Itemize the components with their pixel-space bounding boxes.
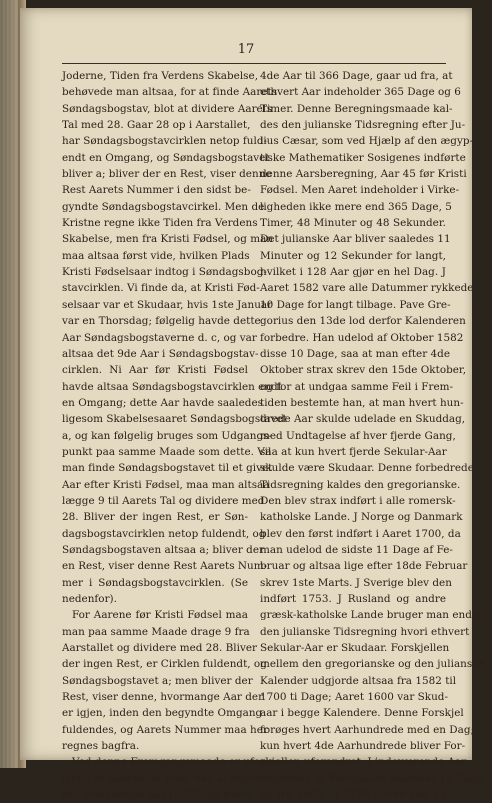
text-line: Aar Søndagsbogstaverne d. c, og var [62,331,257,344]
book-page [20,8,487,802]
text-line: regnes bagfra. [62,740,140,753]
text-line: katholske Lande. J Norge og Danmark [260,511,463,524]
text-line: kun hvert 4de Aarhundrede bliver For- [260,740,466,753]
text-line: ligesom Skabelsesaaret Søndagsbogstavet [62,413,287,426]
text-line: dagsbogstavcirklen netop fuldendt, og [62,527,266,540]
text-line: Det julianske Aar bliver saaledes 11 [260,233,451,246]
text-line: Minuter og 12 Sekunder for langt, [260,249,446,262]
text-line: bruar og altsaa lige efter 18de Februar [260,560,468,573]
text-line: Skabelse, men fra Kristi Fødsel, og man [62,233,274,246]
text-line: og for at undgaa samme Feil i Frem- [260,380,454,393]
text-line: det almindelige Aar til 365 og hvert [62,789,252,802]
text-line: med Undtagelse af hver fjerde Gang, [260,429,456,442]
text-line: havde altsaa Søndagsbogstavcirklen endt [62,380,282,393]
text-line: 28. Bliver der ingen Rest, er Søn- [62,511,248,524]
text-line: Søndagsbogstavet a; men bliver der [62,674,253,687]
text-line: Kalender udgjorde altsaa fra 1582 til [260,674,457,687]
text-line: lægge 9 til Aarets Tal og dividere med [62,494,265,507]
text-line: des den julianske Tidsregning efter Ju- [260,119,466,132]
text-line: tiden bestemte han, at man hvert hun- [260,396,464,409]
text-line: fuldendes, og Aarets Nummer maa her [62,723,268,736]
text-line: Oktober strax skrev den 15de Oktober, [260,364,467,377]
text-line: blev den først indført i Aaret 1700, da [260,527,461,540]
text-line: skjellen uforandret. J indeværende Aar- [260,756,470,769]
text-line: Rest, viser denne, hvormange Aar der [62,691,264,704]
text-line: denne Aarsberegning, Aar 45 før Kristi [260,168,467,181]
text-line: der ingen Rest, er Cirklen fuldendt, og [62,658,267,671]
text-line: endt en Omgang, og Søndagsbogstavet [62,151,270,164]
page-edges [0,0,18,768]
text-line: den julianske Tidsregning hvori ethvert [260,625,470,638]
text-line: altsaa det 9de Aar i Søndagsbogstav- [62,347,259,360]
text-line: Rest Aarets Nummer i den sidst be- [62,184,251,197]
text-line: Tidsregning kaldes den gregorianske. [260,478,461,491]
text-line: lertid at mærke, at man, ved at regne [62,772,262,785]
text-line: Søndagsbogstav, blot at dividere Aarets [62,102,273,115]
text-line: man paa samme Maade drage 9 fra [62,625,250,638]
page-number: 17 [237,42,255,57]
text-line: og fra 1900 til 2100 bliver den 13 [260,789,446,802]
text-line: Ved denne Fremgangsmaade er ufor- [72,756,269,769]
text-line: 10 Dage for langt tilbage. Pave Gre- [260,298,451,311]
text-line: punkt paa samme Maade som dette. Vil [62,445,272,458]
text-line: 4de Aar til 366 Dage, gaar ud fra, at [260,70,453,82]
text-line: Tal med 28. Gaar 28 op i Aarstallet, [62,119,251,132]
text-line: gorius den 13de lod derfor Kalenderen [260,315,466,328]
text-line: Timer. Denne Beregningsmaade kal- [260,102,453,115]
text-line: bliver a; bliver der en Rest, viser denne [62,168,272,181]
text-line: stavcirklen. Vi finde da, at Kristi Fød- [62,282,260,295]
text-line: a, og kan følgelig bruges som Udgangs- [62,429,273,442]
text-line: saa at kun hvert fjerde Sekular-Aar [260,445,447,458]
text-line: nedenfor). [62,593,117,605]
text-line: man finde Søndagsbogstavet til et givet [62,462,273,475]
text-line: maa altsaa først vide, hvilken Plads [62,249,250,262]
text-line: har Søndagsbogstavcirklen netop fuld- [62,135,268,148]
text-line: aar i begge Kalendere. Denne Forskjel [260,707,464,720]
text-line: Fødsel. Men Aaret indeholder i Virke- [260,184,460,197]
text-line: selsaar var et Skudaar, hvis 1ste Januar [62,298,273,311]
text-line: indført 1753. J Rusland og andre [260,593,446,605]
text-line: gyndte Søndagsbogstavcirkel. Men de [62,200,265,213]
text-line: man udelod de sidste 11 Dage af Fe- [260,543,453,556]
text-line: mer i Søndagsbogstavcirklen. (Se [62,576,248,589]
text-line: lius Cæsar, som ved Hjælp af den ægyp- [260,135,474,148]
text-line: hvilket i 128 Aar gjør en hel Dag. J [260,266,446,279]
text-line: skrev 1ste Marts. J Sverige blev den [260,576,452,589]
text-line: cirklen. Ni Aar før Kristi Fødsel [62,364,248,377]
text-line: disse 10 Dage, saa at man efter 4de [260,347,450,360]
text-line: Sekular-Aar er Skudaar. Forskjellen [260,642,450,655]
left-column [62,68,287,803]
text-line: For Aarene før Kristi Fødsel maa [72,609,248,622]
header-rule [62,63,446,64]
text-line: Aaret 1582 vare alle Datummer rykkede [260,282,474,295]
text-line: skulde være Skudaar. Denne forbedrede [260,462,474,475]
text-line: Søndagsbogstaven altsaa a; bliver der [62,543,264,556]
text-line: ligheden ikke mere end 365 Dage, 5 [260,200,452,213]
text-line: en Omgang; dette Aar havde saaledes [62,396,263,409]
text-line: var en Thorsdag; følgelig havde dette [62,315,261,328]
text-line: behøvede man altsaa, for at finde Aarets [62,86,278,99]
text-line: hundrede er Forskjellen saaledes 12 Dage; [260,772,487,785]
text-line: Kristi Fødselsaar indtog i Søndagsbog- [62,266,267,279]
text-line: er igjen, inden den begyndte Omgang [62,707,263,720]
text-line: Aarstallet og dividere med 28. Bliver [62,642,258,655]
text-line: græsk-katholske Lande bruger man endnu [260,609,486,622]
text-line: Kristne regne ikke Tiden fra Verdens [62,217,258,230]
text-line: Den blev strax indført i alle romersk- [260,494,456,507]
text-line: tiske Mathematiker Sosigenes indførte [260,151,466,164]
text-line: forøges hvert Aarhundrede med en Dag; [260,723,475,736]
text-line: 1700 ti Dage; Aaret 1600 var Skud- [260,691,449,704]
right-column [260,68,487,803]
text-line: drede Aar skulde udelade en Skuddag, [260,413,466,426]
text-line: mellem den gregorianske og den julianske [260,658,485,671]
text-line: Timer, 48 Minuter og 48 Sekunder. [260,217,446,230]
text-line: en Rest, viser denne Rest Aarets Num- [62,560,268,573]
text-line: Joderne, Tiden fra Verdens Skabelse, [62,70,259,82]
text-line: Aar efter Kristi Fødsel, maa man altsaa [62,478,270,491]
text-line: forbedre. Han udelod af Oktober 1582 [260,331,464,344]
text-line: ethvert Aar indeholder 365 Dage og 6 [260,86,461,99]
